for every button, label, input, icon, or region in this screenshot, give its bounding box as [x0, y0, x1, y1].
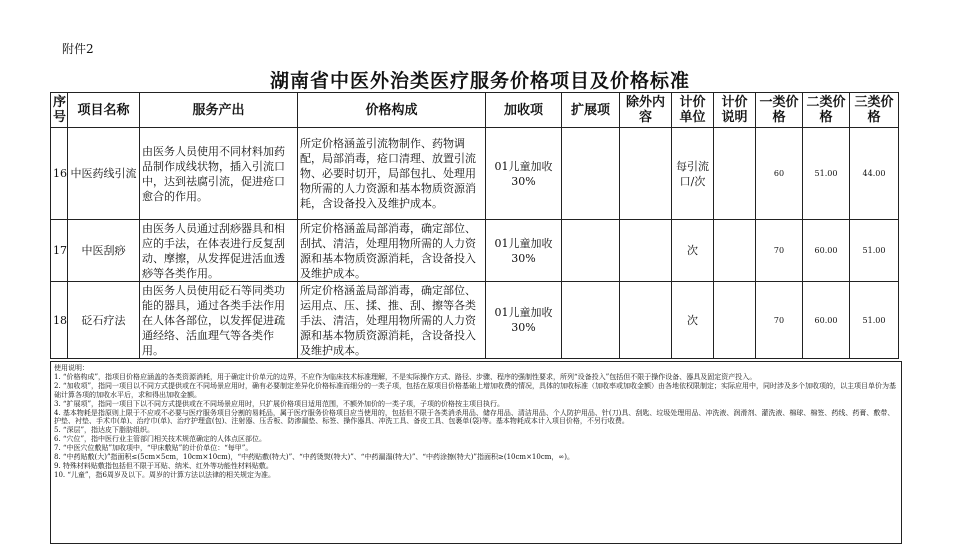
- note-item: 10. “儿童”，指6周岁及以下。周岁的计算方法以法律的相关规定为准。: [54, 470, 275, 479]
- row-name: 中医药线引流: [68, 128, 140, 220]
- row-no: 16: [51, 128, 68, 220]
- col-header-note: 计价说明: [714, 93, 756, 128]
- row-price1: 70: [756, 220, 803, 282]
- row-unit: 次: [672, 220, 714, 282]
- row-extension: [562, 282, 620, 359]
- col-header-price2: 二类价格: [803, 93, 850, 128]
- col-header-name: 项目名称: [68, 93, 140, 128]
- row-note: [714, 220, 756, 282]
- row-exclusion: [620, 128, 672, 220]
- row-output: 由医务人员通过刮痧器具和相应的手法，在体表进行反复刮动、摩擦，从发挥促进活血透痧等各类作用。: [140, 220, 298, 282]
- row-extension: [562, 128, 620, 220]
- row-price2: 60.00: [803, 220, 850, 282]
- row-name: 中医刮痧: [68, 220, 140, 282]
- col-header-extension: 扩展项: [562, 93, 620, 128]
- page-title: 湖南省中医外治类医疗服务价格项目及价格标准: [269, 70, 690, 92]
- note-item: 6. “穴位”，指中医行业主管部门相关技术规范确定的人体点区部位。: [54, 435, 267, 444]
- col-header-unit: 计价单位: [672, 93, 714, 128]
- table-row: [51, 128, 899, 220]
- row-surcharge: 01儿童加收30%: [486, 128, 562, 220]
- note-item: 1. “价格构成”，指项目价格应涵盖的各类资源消耗，用于确定计价单元的边界，不应作为临床技术标准理解，不是实际操作方式、路径、步骤、程序的强制性要求，所列“设备投入”包括但不限于操作设备、器具及固定资产投入。: [54, 372, 757, 381]
- row-composition: 所定价格涵盖局部消毒，确定部位、运用点、压、揉、推、刮、擦等各类手法、清洁，处理用物所需的人力资源和基本物质资源消耗，含设备投入及维护成本。: [298, 282, 486, 359]
- row-unit: 每引流口/次: [672, 128, 714, 220]
- row-name: 砭石疗法: [68, 282, 140, 359]
- attachment-label: 附件2: [62, 42, 94, 56]
- col-header-price3: 三类价格: [850, 93, 899, 128]
- note-item: 8. “中药贴敷(大)”指面积≤(5cm×5cm，10cm×10cm)，“中药贴敷(特大)”、“中药烫熨(特大)”、“中药漏溻(特大)”、“中药涂擦(特大)”指面积≥(10cm×10cm，∞)。: [54, 453, 574, 462]
- row-unit: 次: [672, 282, 714, 359]
- row-note: [714, 282, 756, 359]
- row-output: 由医务人员使用砭石等同类功能的器具，通过各类手法作用在人体各部位，以发挥促进疏通经络、活血理气等各类作用。: [140, 282, 298, 359]
- row-price1: 70: [756, 282, 803, 359]
- col-header-exclusion: 除外内容: [620, 93, 672, 128]
- note-item: 3. “扩展项”，指同一项目下以不同方式提供或在不同场景应用时，只扩展价格项目适用范围，不额外加价的一类子项，子项的价格按主项目执行。: [54, 399, 505, 408]
- row-composition: 所定价格涵盖局部消毒，确定部位、刮拭、清洁，处理用物所需的人力资源和基本物质资源消耗，含设备投入及维护成本。: [298, 220, 486, 282]
- row-no: 17: [51, 220, 68, 282]
- row-exclusion: [620, 220, 672, 282]
- row-exclusion: [620, 282, 672, 359]
- col-header-price1: 一类价格: [756, 93, 803, 128]
- note-item: 9. 特殊材料贴敷指包括但不限于耳贴、纳米、红外等功能性材料贴敷。: [54, 461, 273, 470]
- table-header-row: [51, 93, 899, 128]
- row-composition: 所定价格涵盖引流物制作、药物调配，局部消毒，疮口清理、放置引流物、必要时切开，局部包扎、处理用物所需的人力资源和基本物质资源消耗，含设备投入及维护成本。: [298, 128, 486, 220]
- usage-notes: [50, 361, 902, 544]
- row-price3: 51.00: [850, 220, 899, 282]
- col-header-no: 序号: [51, 93, 68, 128]
- note-item: 7. “中医穴位敷贴”加收项中，“甲床敷贴”的计价单位：“每甲”。: [54, 444, 253, 453]
- row-price3: 51.00: [850, 282, 899, 359]
- table-row: [51, 282, 899, 359]
- col-header-composition: 价格构成: [298, 93, 486, 128]
- row-extension: [562, 220, 620, 282]
- row-price2: 51.00: [803, 128, 850, 220]
- row-output: 由医务人员使用不同材料加药品制作成线状物，插入引流口中，达到祛腐引流，促进疮口愈合的作用。: [140, 128, 298, 220]
- price-table: [50, 92, 899, 359]
- row-price2: 60.00: [803, 282, 850, 359]
- row-surcharge: 01儿童加收30%: [486, 282, 562, 359]
- note-item: 2. “加收项”，指同一项目以不同方式提供或在不同场景应用时，确有必要制定差异化价格标准而细分的一类子项，包括在原项目价格基础上增加收费的情况，具体的加收标准（加收率或加收金额）由各地依权限制定；实际应用中，同时涉及多个加收项的，以主项目单价为基础计算各项的加收水平后，求和得出加收金额。: [54, 381, 897, 399]
- row-note: [714, 128, 756, 220]
- col-header-surcharge: 加收项: [486, 93, 562, 128]
- row-no: 18: [51, 282, 68, 359]
- note-item: 5. “深层”，指达皮下脂肪组织。: [54, 426, 155, 435]
- row-surcharge: 01儿童加收30%: [486, 220, 562, 282]
- note-item: 4. 基本物耗是指原则上限于不应或不必要与医疗服务项目分割的易耗品，属于医疗服务价格项目应当使用的，包括但不限于各类消杀用品、储存用品、清洁用品、个人防护用品、针(刀)具、刮匙、垃圾处理用品、冲洗液、润滑剂、灌洗液、棉球、棉签、药线、药膏、敷带、护垫、衬垫、手术巾(单)、治疗巾(单)、治疗护理盒(包)、注射器、压舌板、防渗漏垫、标签、操作器具、冲洗工具、备皮工具、包裹单(袋)等。基本物耗成本计入项目价格，不另行收费。: [54, 408, 895, 426]
- row-price3: 44.00: [850, 128, 899, 220]
- notes-heading: 使用说明：: [54, 364, 89, 372]
- col-header-output: 服务产出: [140, 93, 298, 128]
- table-row: [51, 220, 899, 282]
- row-price1: 60: [756, 128, 803, 220]
